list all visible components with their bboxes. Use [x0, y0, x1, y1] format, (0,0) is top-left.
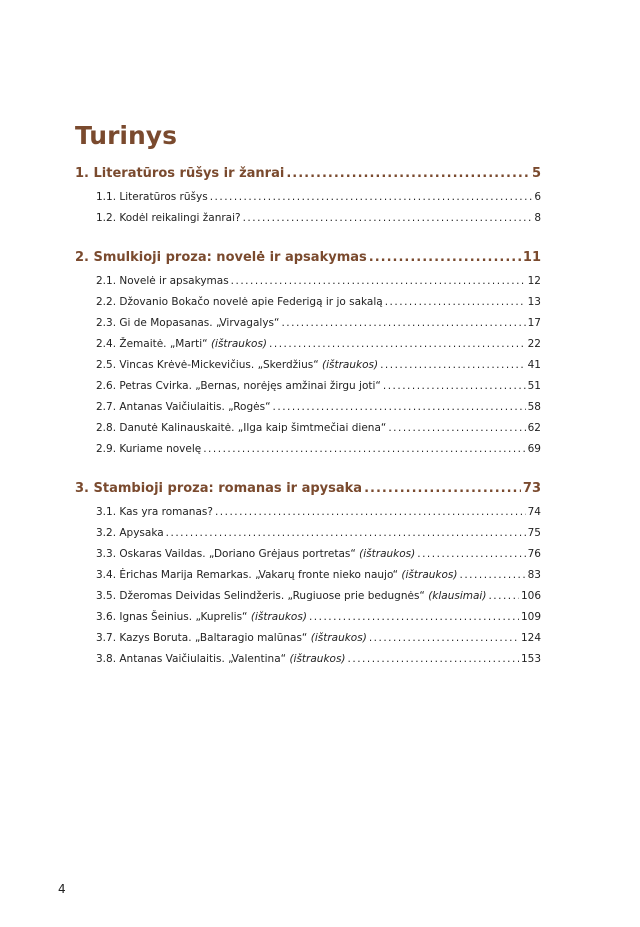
- toc-page-number: 22: [527, 338, 541, 350]
- toc-leader-dots: [380, 359, 526, 371]
- toc-chapter: [75, 166, 541, 233]
- toc-section-title: [96, 632, 367, 644]
- toc-section[interactable]: [75, 359, 541, 380]
- toc-section-note: (ištraukos): [210, 338, 268, 350]
- toc-leader-dots: [215, 506, 526, 518]
- toc-leader-dots: [348, 653, 519, 665]
- toc-section[interactable]: [75, 569, 541, 590]
- toc-section-title: [96, 338, 267, 350]
- toc-section[interactable]: [75, 527, 541, 548]
- toc-section-title: [96, 212, 241, 224]
- toc-section[interactable]: [75, 338, 541, 359]
- toc-leader-dots: [383, 380, 526, 392]
- toc-leader-dots: [281, 317, 525, 329]
- toc-section[interactable]: [75, 611, 541, 632]
- toc-section-title: [96, 506, 213, 518]
- toc-chapter: [75, 481, 541, 674]
- toc-page-number: 153: [520, 653, 541, 665]
- toc-leader-dots: [417, 548, 525, 560]
- toc-section-note: (ištraukos): [401, 569, 458, 581]
- toc-chapter-heading[interactable]: [75, 166, 541, 186]
- toc-section-note: (ištraukos): [250, 611, 307, 623]
- toc-section-label: 3.6. Ignas Šeinius. „Kuprelis“: [96, 611, 248, 623]
- toc-page-number: 124: [520, 632, 541, 644]
- toc-leader-dots: [166, 527, 526, 539]
- toc-chapter-title: 2. Smulkioji proza: novelė ir apsakymas: [75, 250, 367, 265]
- toc-section-label: 2.1. Novelė ir apsakymas: [96, 275, 229, 287]
- toc-page-number: 41: [527, 359, 541, 371]
- toc-section-title: [96, 443, 201, 455]
- toc-section-title: [96, 611, 307, 623]
- toc-leader-dots: [210, 191, 533, 203]
- toc-chapter: [75, 250, 541, 464]
- toc-section-note: (ištraukos): [310, 632, 367, 644]
- toc-section-title: [96, 275, 229, 287]
- toc-section-note: (ištraukos): [321, 359, 379, 371]
- toc-leader-dots: [369, 632, 519, 644]
- toc-chapter-title: 1. Literatūros rūšys ir žanrai: [75, 166, 285, 181]
- toc-leader-dots: [231, 275, 526, 287]
- toc-leader-dots: [385, 296, 526, 308]
- toc-section[interactable]: [75, 191, 541, 212]
- toc-section-label: 2.7. Antanas Vaičiulaitis. „Rogės“: [96, 401, 271, 413]
- toc-section-label: 2.6. Petras Cvirka. „Bernas, norėjęs amžinai žirgu joti“: [96, 380, 381, 392]
- toc-page-number: 62: [527, 422, 541, 434]
- toc-section[interactable]: [75, 443, 541, 464]
- toc-leader-dots: [388, 422, 525, 434]
- toc-section-label: 2.3. Gi de Mopasanas. „Virvagalys“: [96, 317, 280, 329]
- toc-leader-dots: [309, 611, 519, 623]
- toc-page-number: 11: [522, 250, 541, 265]
- toc-section-label: 1.1. Literatūros rūšys: [96, 191, 208, 203]
- toc-leader-dots: [488, 590, 519, 602]
- page-number: 4: [58, 882, 66, 896]
- toc-section-label: 2.8. Danutė Kalinauskaitė. „Ilga kaip šimtmečiai diena“: [96, 422, 387, 434]
- toc-page-number: 73: [522, 481, 541, 496]
- toc-leader-dots: [460, 569, 526, 581]
- toc-section[interactable]: [75, 212, 541, 233]
- toc-page-number: 12: [527, 275, 541, 287]
- toc-section-title: [96, 317, 279, 329]
- toc-section[interactable]: [75, 296, 541, 317]
- toc-leader-dots: [243, 212, 533, 224]
- toc-page-number: 13: [527, 296, 541, 308]
- toc-page-number: 76: [527, 548, 541, 560]
- toc-section-label: 3.7. Kazys Boruta. „Baltaragio malūnas“: [96, 632, 308, 644]
- toc-chapter-title: 3. Stambioji proza: romanas ir apysaka: [75, 481, 363, 496]
- toc-page-number: 8: [534, 212, 541, 224]
- toc-page-number: 17: [527, 317, 541, 329]
- toc-page-number: 69: [527, 443, 541, 455]
- toc-section-label: 3.3. Oskaras Vaildas. „Doriano Grėjaus portretas“: [96, 548, 356, 560]
- toc-section[interactable]: [75, 506, 541, 527]
- toc-section-title: [96, 359, 378, 371]
- toc-section-label: 1.2. Kodėl reikalingi žanrai?: [96, 212, 241, 224]
- toc-section[interactable]: [75, 653, 541, 674]
- toc-section-note: (ištraukos): [289, 653, 346, 665]
- toc-page-number: 106: [520, 590, 541, 602]
- toc-section-label: 2.9. Kuriame novelę: [96, 443, 202, 455]
- toc-section-title: [96, 296, 383, 308]
- toc-section-label: 3.4. Ėrichas Marija Remarkas. „Vakarų fronte nieko naujo“: [96, 569, 399, 581]
- toc-section-title: [96, 191, 208, 203]
- toc-section-label: 3.8. Antanas Vaičiulaitis. „Valentina“: [96, 653, 287, 665]
- toc-page-number: 6: [534, 191, 541, 203]
- toc-section[interactable]: [75, 380, 541, 401]
- toc-section[interactable]: [75, 590, 541, 611]
- toc-section[interactable]: [75, 401, 541, 422]
- toc-section[interactable]: [75, 422, 541, 443]
- toc-section-title: [96, 653, 346, 665]
- toc-section-title: [96, 548, 415, 560]
- toc-section-label: 3.5. Džeromas Deividas Selindžeris. „Rugiuose prie bedugnės“: [96, 590, 425, 602]
- toc-section-note: (ištraukos): [359, 548, 416, 560]
- toc-section[interactable]: [75, 632, 541, 653]
- toc-section[interactable]: [75, 275, 541, 296]
- toc-page-number: 51: [527, 380, 541, 392]
- toc-section-note: (klausimai): [428, 590, 487, 602]
- toc-page-number: 58: [527, 401, 541, 413]
- toc-section-title: [96, 422, 386, 434]
- table-of-contents: [75, 166, 541, 674]
- toc-page-number: 109: [520, 611, 541, 623]
- toc-section-title: [96, 401, 271, 413]
- toc-leader-dots: [203, 443, 525, 455]
- toc-section-label: 2.2. Džovanio Bokačo novelė apie Federigą ir jo sakalą: [96, 296, 383, 308]
- toc-page-number: 5: [531, 166, 541, 181]
- toc-section[interactable]: [75, 548, 541, 569]
- toc-page-number: 74: [527, 506, 541, 518]
- page-title: Turinys: [75, 121, 177, 150]
- toc-chapter-heading[interactable]: [75, 250, 541, 270]
- toc-leader-dots: [364, 481, 521, 496]
- toc-chapter-heading[interactable]: [75, 481, 541, 501]
- toc-leader-dots: [269, 338, 526, 350]
- toc-section-title: [96, 590, 486, 602]
- toc-page-number: 83: [527, 569, 541, 581]
- toc-leader-dots: [369, 250, 521, 265]
- toc-section-label: 2.4. Žemaitė. „Marti“: [96, 338, 208, 350]
- toc-section-label: 3.1. Kas yra romanas?: [96, 506, 213, 518]
- toc-page-number: 75: [527, 527, 541, 539]
- toc-section[interactable]: [75, 317, 541, 338]
- toc-section-title: [96, 380, 381, 392]
- toc-section-title: [96, 527, 164, 539]
- toc-section-label: 3.2. Apysaka: [96, 527, 164, 539]
- toc-section-label: 2.5. Vincas Krėvė-Mickevičius. „Skerdžius“: [96, 359, 319, 371]
- toc-leader-dots: [286, 166, 530, 181]
- toc-section-title: [96, 569, 458, 581]
- toc-leader-dots: [273, 401, 526, 413]
